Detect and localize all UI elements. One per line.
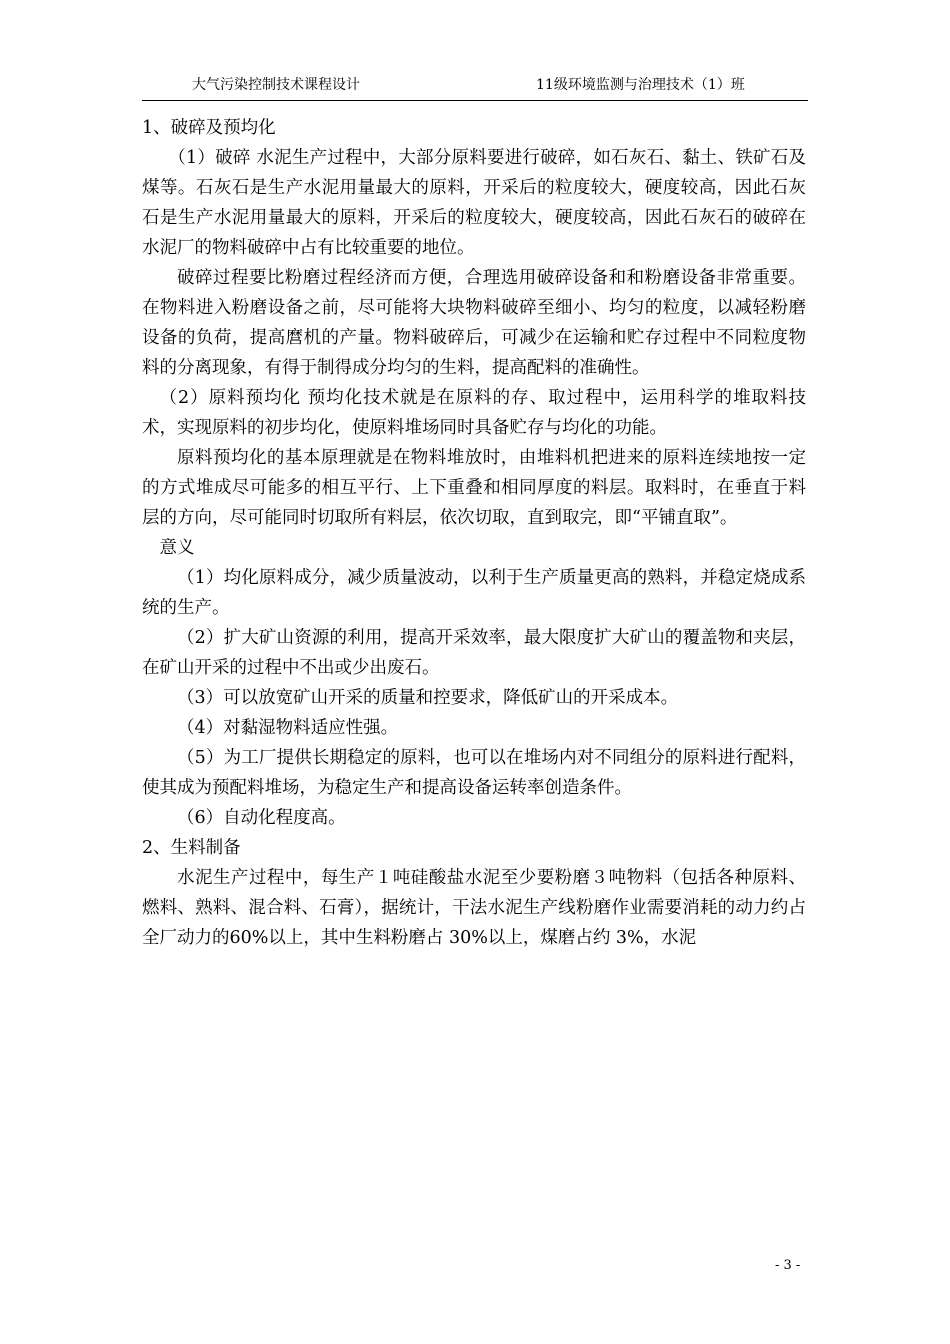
significance-label: 意义	[159, 538, 195, 558]
section-heading-1: 1、破碎及预均化	[142, 118, 276, 138]
significance-item-1: （1）均化原料成分，减少质量波动，以利于生产质量更高的熟料，并稳定烧成系统的生产。	[142, 568, 806, 618]
section-heading-2: 2、生料制备	[142, 838, 241, 858]
significance-item-2: （2）扩大矿山资源的利用，提高开采效率，最大限度扩大矿山的覆盖物和夹层，在矿山开采的过程中不出或少出废石。	[142, 628, 806, 678]
paragraph-crushing-advantages: 破碎过程要比粉磨过程经济而方便，合理选用破碎设备和和粉磨设备非常重要。在物料进入粉磨设备之前，尽可能将大块物料破碎至细小、均匀的粒度，以减轻粉磨设备的负荷，提高麿机的产量。物料破碎后，可减少在运输和贮存过程中不同粒度物料的分离现象，有得于制得成分均匀的生料，提高配料的准确性。	[142, 268, 806, 378]
paragraph-crushing: （1）破碎 水泥生产过程中，大部分原料要进行破碎，如石灰石、黏土、铁矿石及煤等。石灰石是生产水泥用量最大的原料，开采后的粒度较大，硬度较高，因此石灰石是生产水泥用量最大的原料，开采后的粒度较大，硬度较高，因此石灰石的破碎在水泥厂的物料破碎中占有比较重要的地位。	[142, 148, 806, 258]
page-header	[0, 74, 950, 98]
document-body	[142, 113, 806, 953]
page-number: - 3 -	[775, 1258, 801, 1273]
paragraph-prehomogenization-principle: 原料预均化的基本原理就是在物料堆放时，由堆料机把进来的原料连续地按一定的方式堆成尽可能多的相互平行、上下重叠和相同厚度的料层。取料时，在垂直于料层的方向，尽可能同时切取所有料层，依次切取，直到取完，即“平铺直取”。	[142, 448, 806, 528]
significance-item-4: （4）对黏湿物料适应性强。	[177, 718, 399, 738]
significance-item-5: （5）为工厂提供长期稳定的原料，也可以在堆场内对不同组分的原料进行配料，使其成为预配料堆场，为稳定生产和提高设备运转率创造条件。	[142, 748, 806, 798]
header-divider	[142, 100, 808, 101]
significance-item-3: （3）可以放宽矿山开采的质量和控要求，降低矿山的开采成本。	[177, 688, 679, 708]
paragraph-raw-meal: 水泥生产过程中，每生产１吨硅酸盐水泥至少要粉磨３吨物料（包括各种原料、燃料、熟料、混合料、石膏），据统计，干法水泥生产线粉磨作业需要消耗的动力约占全厂动力的60%以上，其中生料粉磨占 30%以上，煤磨占约 3%，水泥	[142, 868, 806, 948]
significance-item-6: （6）自动化程度高。	[177, 808, 346, 828]
header-course-title: 大气污染控制技术课程设计	[192, 77, 360, 93]
header-class-name: 11级环境监测与治理技术（1）班	[536, 77, 745, 93]
paragraph-prehomogenization: （2）原料预均化 预均化技术就是在原料的存、取过程中，运用科学的堆取料技术，实现原料的初步均化，使原料堆场同时具备贮存与均化的功能。	[142, 388, 806, 438]
